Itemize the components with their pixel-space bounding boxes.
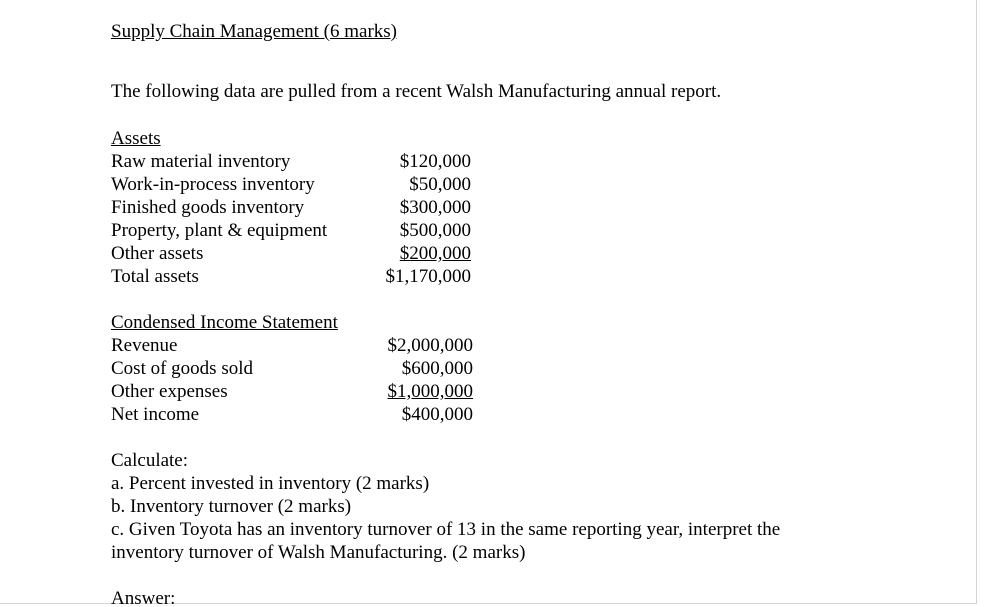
- assets-title: Assets: [111, 128, 161, 149]
- asset-value-property-plant: $500,000: [399, 220, 471, 241]
- question-b: b. Inventory turnover (2 marks): [111, 496, 352, 517]
- intro-paragraph: The following data are pulled from a recent Walsh Manufacturing annual report.: [111, 81, 722, 102]
- asset-label-total-assets: Total assets: [111, 266, 199, 287]
- asset-value-work-in-process: $50,000: [409, 174, 471, 195]
- asset-label-work-in-process: Work-in-process inventory: [111, 174, 315, 195]
- income-value-net-income: $400,000: [401, 404, 473, 425]
- asset-value-raw-material: $120,000: [399, 151, 471, 172]
- income-value-other-expenses: $1,000,000: [387, 381, 473, 402]
- asset-label-property-plant: Property, plant & equipment: [111, 220, 328, 241]
- income-label-cogs: Cost of goods sold: [111, 358, 253, 379]
- asset-value-other-assets: $200,000: [399, 243, 471, 264]
- question-a: a. Percent invested in inventory (2 marks): [111, 473, 430, 494]
- income-statement-title: Condensed Income Statement: [111, 312, 338, 333]
- asset-value-finished-goods: $300,000: [399, 197, 471, 218]
- section-heading: Supply Chain Management (6 marks): [111, 21, 398, 42]
- asset-label-raw-material: Raw material inventory: [111, 151, 291, 172]
- income-value-revenue: $2,000,000: [387, 335, 473, 356]
- calculate-title: Calculate:: [111, 450, 189, 471]
- asset-label-other-assets: Other assets: [111, 243, 204, 264]
- asset-value-total-assets: $1,170,000: [385, 266, 471, 287]
- income-label-other-expenses: Other expenses: [111, 381, 228, 402]
- question-c-line2: inventory turnover of Walsh Manufacturing. (2 marks): [111, 542, 526, 563]
- asset-label-finished-goods: Finished goods inventory: [111, 197, 305, 218]
- income-label-net-income: Net income: [111, 404, 200, 425]
- income-label-revenue: Revenue: [111, 335, 178, 356]
- answer-label: Answer:: [111, 588, 176, 607]
- income-value-cogs: $600,000: [401, 358, 473, 379]
- question-c-line1: c. Given Toyota has an inventory turnover of 13 in the same reporting year, interpret the: [111, 519, 781, 540]
